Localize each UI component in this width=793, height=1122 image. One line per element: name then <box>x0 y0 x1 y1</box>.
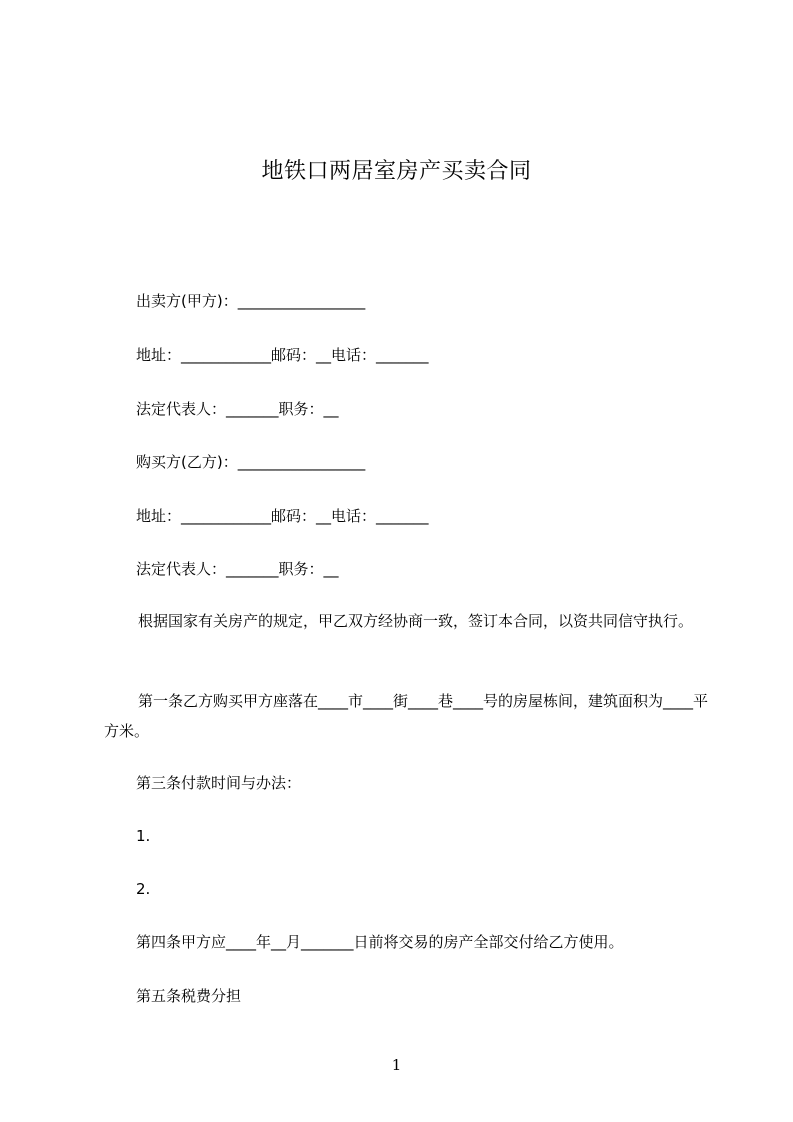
buyer-address-line: 地址：____________邮码：__电话：_______ <box>136 507 429 525</box>
contract-title: 地铁口两居室房产买卖合同 <box>261 158 532 184</box>
seller-representative-line: 法定代表人：_______职务：__ <box>136 400 339 418</box>
article-5-heading: 第五条税费分担 <box>136 987 242 1005</box>
buyer-line: 购买方(乙方)：_________________ <box>136 453 366 471</box>
seller-address-line: 地址：____________邮码：__电话：_______ <box>136 346 429 364</box>
buyer-representative-line: 法定代表人：_______职务：__ <box>136 560 339 578</box>
seller-line: 出卖方(甲方)：_________________ <box>136 292 366 310</box>
page-number: 1 <box>391 1056 402 1074</box>
article-4-line: 第四条甲方应____年__月_______日前将交易的房产全部交付给乙方使用。 <box>136 933 624 951</box>
article-3-heading: 第三条付款时间与办法： <box>136 774 302 792</box>
preamble-paragraph: 根据国家有关房产的规定，甲乙双方经协商一致，签订本合同，以资共同信守执行。 <box>138 612 694 630</box>
payment-item-1: 1. <box>136 827 151 845</box>
payment-item-2: 2. <box>136 880 151 898</box>
article-1-paragraph: 第一条乙方购买甲方座落在____市____街____巷____号的房屋栋间，建筑面积为____平方米。 <box>104 692 709 740</box>
